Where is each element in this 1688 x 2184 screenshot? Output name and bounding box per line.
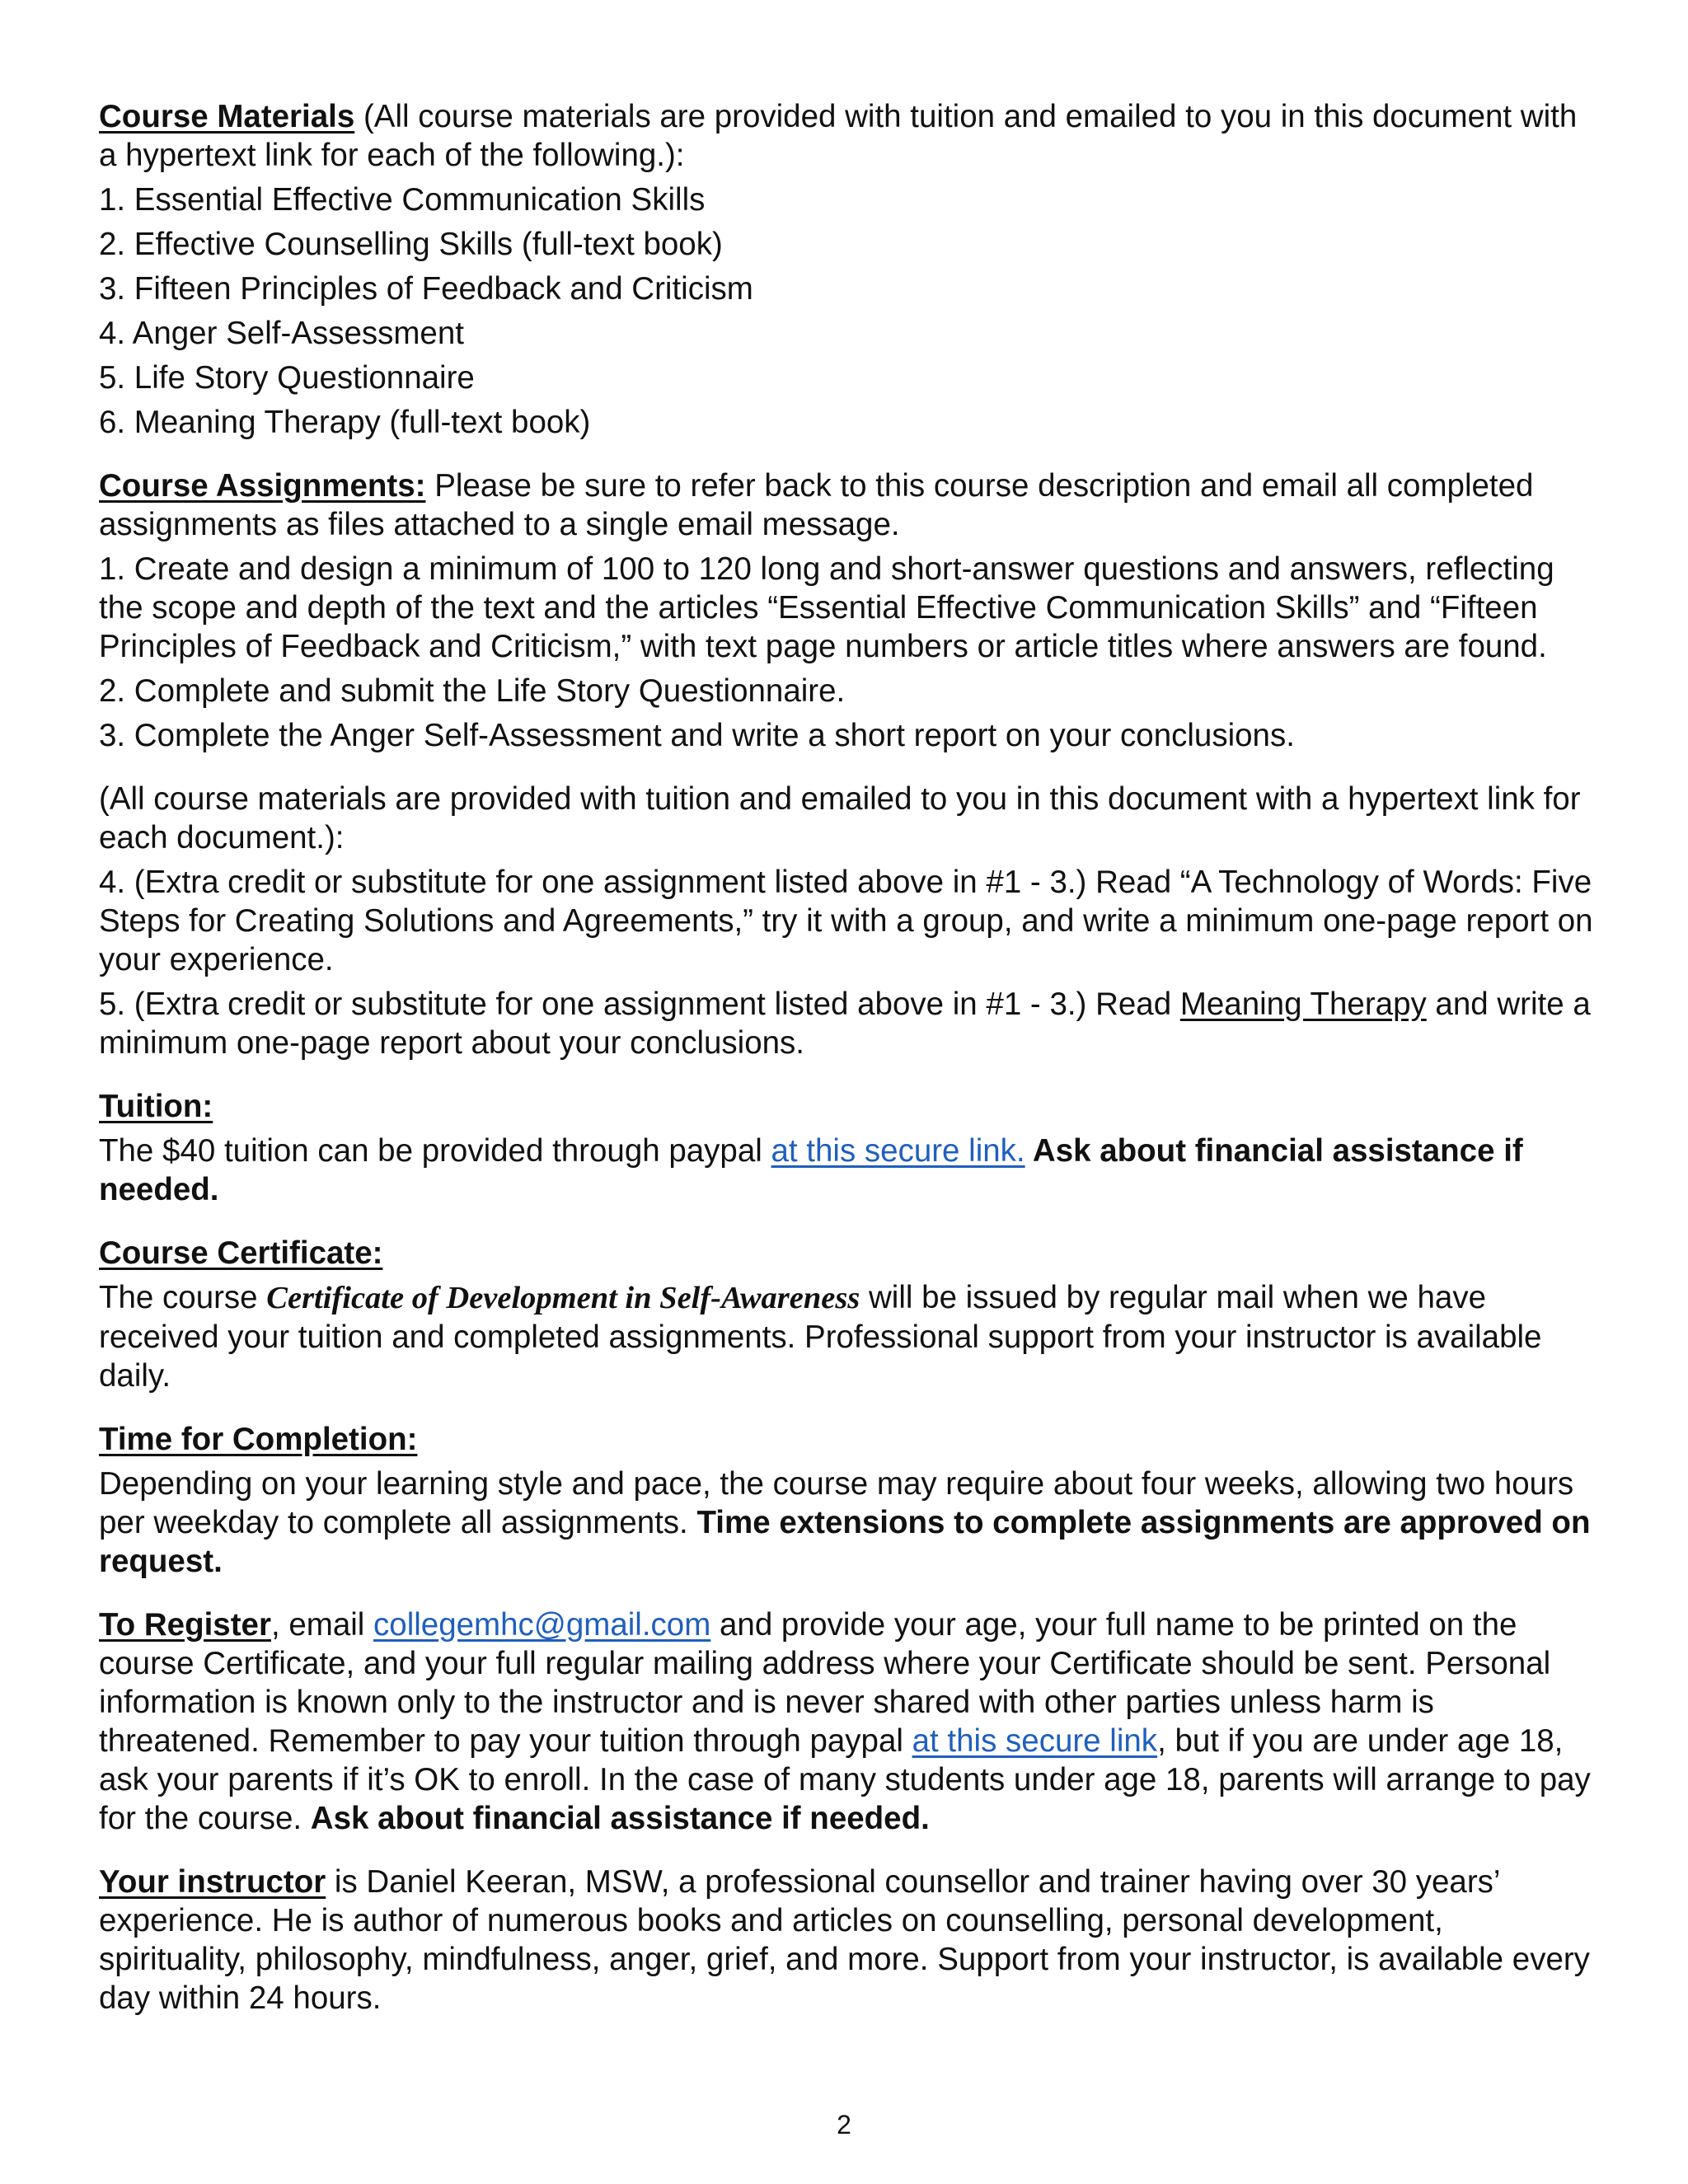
certificate-section: [99, 1234, 1599, 1272]
register-text-2: and provide your age, your full name to be printed on the course Certificate, and your full regular mailing address where your Certificate should be sent. Personal information is known only to the instructor and is never shared with other parties unless harm is threatened. Remember to pay your tuition through paypal: [99, 1607, 1551, 1759]
assignment-5-text: 5. (Extra credit or substitute for one assignment listed above in #1 - 3.) Read: [99, 987, 1180, 1022]
materials-note: (All course materials are provided with tuition and emailed to you in this document with a hypertext link for each document.):: [99, 781, 1581, 855]
email-link[interactable]: collegemhc@gmail.com: [373, 1607, 711, 1643]
course-materials-intro: [99, 97, 1599, 175]
paypal-link[interactable]: at this secure link: [912, 1723, 1158, 1759]
completion-section: [99, 1420, 1599, 1459]
assignment-item: 3. Complete the Anger Self-Assessment and write a short report on your conclusions.: [99, 718, 1295, 753]
material-item: 4. Anger Self-Assessment: [99, 316, 464, 351]
assignment-item: 2. Complete and submit the Life Story Questionnaire.: [99, 673, 846, 709]
page-number: 2: [837, 2110, 851, 2139]
tuition-text: [99, 1132, 1599, 1209]
completion-text-start: Depending on your learning style and pace, the course may require about four weeks, allowing two hours per weekday to complete all assignments.: [99, 1466, 1574, 1540]
course-assignments-intro-text: Please be sure to refer back to this course description and email all completed assignments as files attached to a single email message.: [99, 468, 1534, 542]
material-item: 5. Life Story Questionnaire: [99, 360, 475, 396]
certificate-text: [99, 1278, 1599, 1395]
register-text-1: , email: [270, 1607, 374, 1643]
certificate-text-end: will be issued by regular mail when we have received your tuition and completed assignments. Professional support from your instructor is available daily.: [99, 1280, 1542, 1394]
certificate-text-start: The course: [99, 1280, 267, 1315]
course-materials-heading: Course Materials: [99, 99, 355, 134]
material-item: 3. Fifteen Principles of Feedback and Criticism: [99, 271, 753, 307]
material-item: 6. Meaning Therapy (full-text book): [99, 405, 591, 440]
time-extension-note: Time extensions to complete assignments are approved on request.: [99, 1505, 1591, 1579]
financial-assistance-note: Ask about financial assistance if needed.: [310, 1801, 930, 1836]
financial-assistance-note: Ask about financial assistance if needed.: [99, 1133, 1523, 1207]
material-item: 1. Essential Effective Communication Skills: [99, 182, 706, 218]
certificate-heading: Course Certificate:: [99, 1235, 383, 1271]
document-page: [99, 97, 1599, 2018]
instructor-section: [99, 1863, 1599, 2018]
tuition-text-start: The $40 tuition can be provided through paypal: [99, 1133, 771, 1169]
course-materials-intro-text: (All course materials are provided with tuition and emailed to you in this document with a hypertext link for each of the following.):: [99, 99, 1578, 173]
course-assignments-heading: Course Assignments:: [99, 468, 426, 504]
register-section: [99, 1605, 1599, 1838]
meaning-therapy-title: Meaning Therapy: [1179, 987, 1427, 1022]
material-item: 2. Effective Counselling Skills (full-text book): [99, 227, 723, 262]
tuition-section: [99, 1087, 1599, 1126]
paypal-link[interactable]: at this secure link.: [771, 1133, 1025, 1169]
assignment-5-text-end: and write a minimum one-page report about your conclusions.: [99, 987, 1591, 1061]
assignment-item: 4. (Extra credit or substitute for one assignment listed above in #1 - 3.) Read “A Technology of Words: Five Steps for Creating Solutions and Agreements,” try it with a group, and write a minimum one-page report on your experience.: [99, 865, 1593, 977]
instructor-heading: Your instructor: [99, 1864, 326, 1900]
course-assignments-intro: [99, 466, 1599, 544]
assignment-item: [99, 985, 1599, 1062]
instructor-text: is Daniel Keeran, MSW, a professional counsellor and trainer having over 30 years’ experience. He is author of numerous books and articles on counselling, personal development, spirituality, philosophy, mindfulness, anger, grief, and more. Support from your instructor, is available every day within 24 hours.: [99, 1864, 1590, 2016]
completion-heading: Time for Completion:: [99, 1422, 418, 1457]
tuition-heading: Tuition:: [99, 1089, 213, 1124]
register-heading: To Register: [99, 1607, 271, 1643]
register-text-3: , but if you are under age 18, ask your parents if it’s OK to enroll. In the case of many students under age 18, parents will arrange to pay for the course.: [99, 1723, 1591, 1836]
certificate-title: Certificate of Development in Self-Awareness: [266, 1281, 860, 1315]
completion-text: [99, 1465, 1599, 1581]
assignment-item: 1. Create and design a minimum of 100 to 120 long and short-answer questions and answers, reflecting the scope and depth of the text and the articles “Essential Effective Communication Skills” and “Fifteen Principles of Feedback and Criticism,” with text page numbers or article titles where answers are found.: [99, 551, 1554, 664]
